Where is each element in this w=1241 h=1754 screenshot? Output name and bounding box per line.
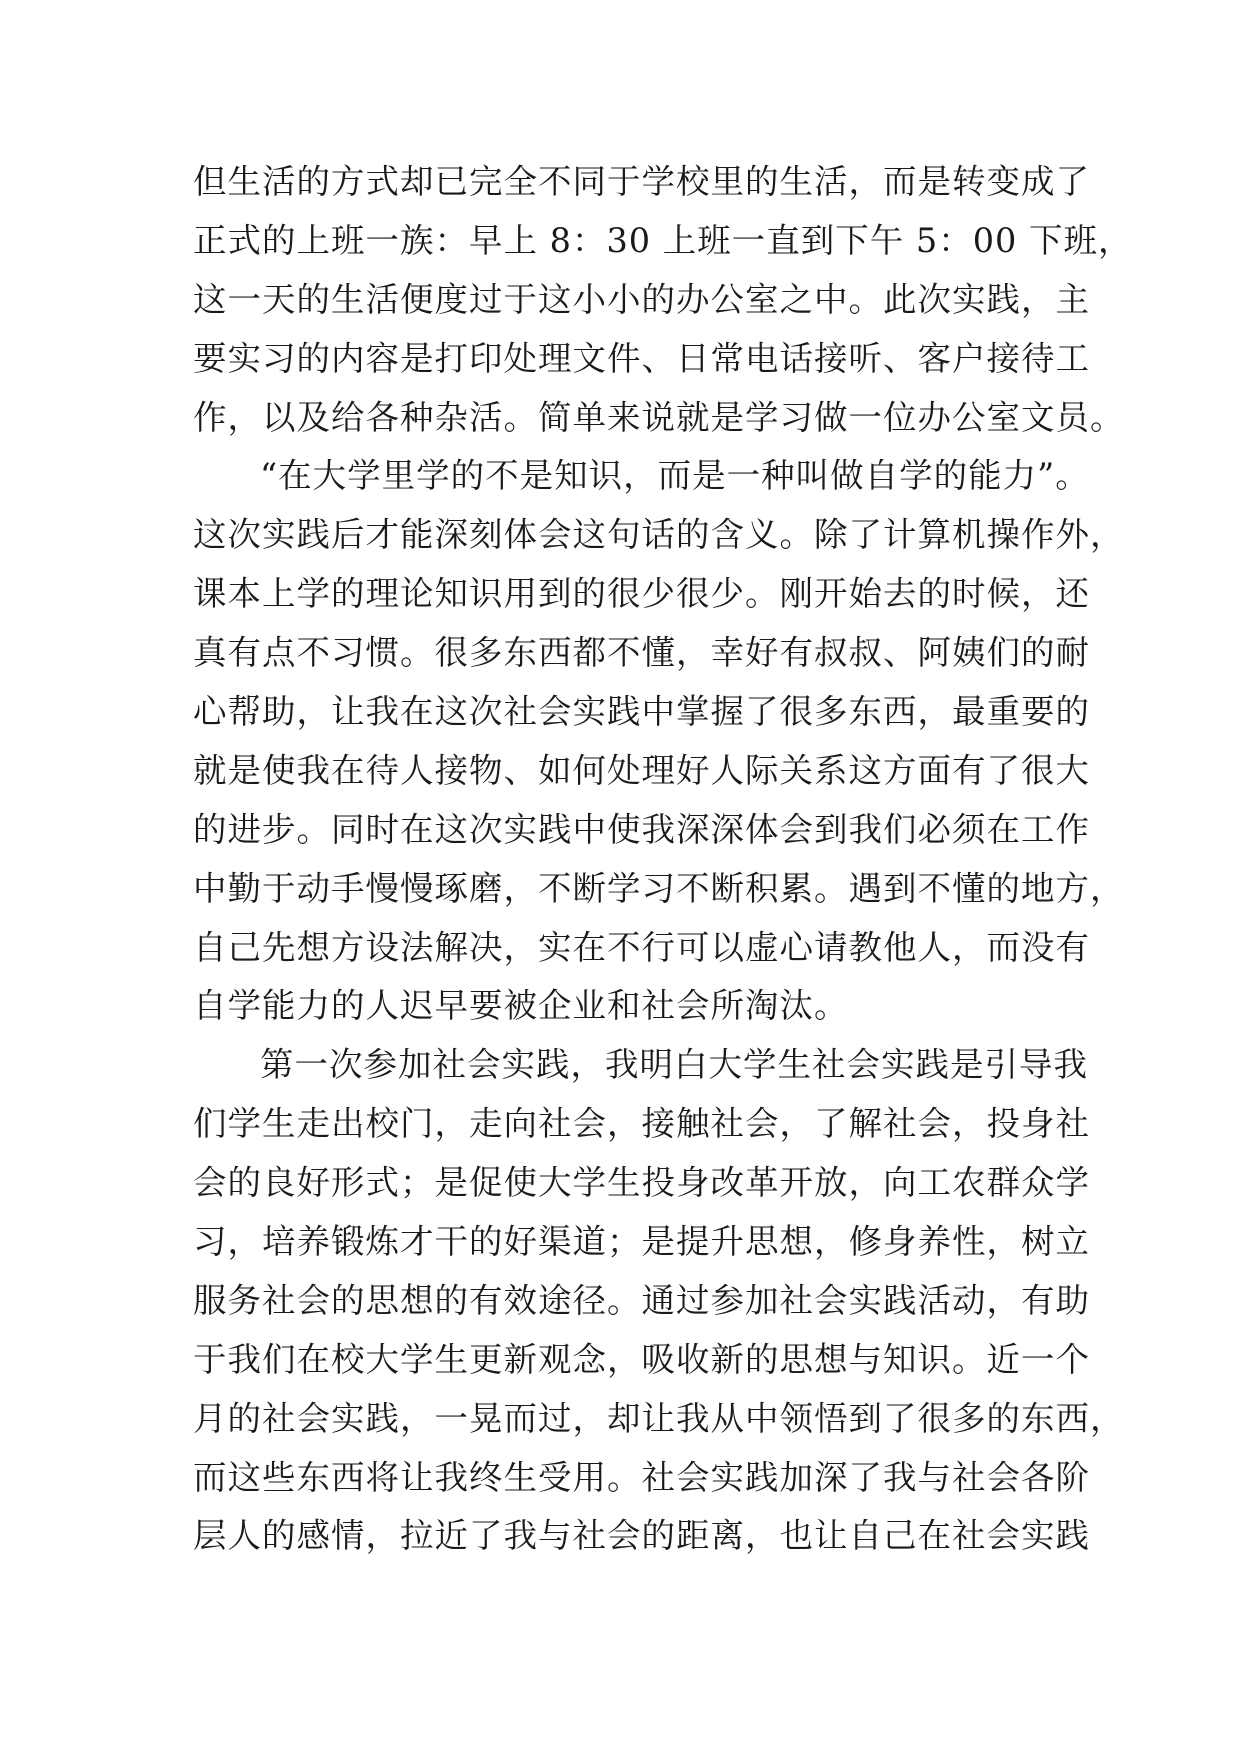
- text-line: 作，以及给各种杂活。简单来说就是学习做一位办公室文员。: [193, 397, 1125, 437]
- document-body: [193, 153, 1133, 1566]
- text-line: 真有点不习惯。很多东西都不懂，幸好有叔叔、阿姨们的耐: [193, 633, 1090, 673]
- text-line: 但生活的方式却已完全不同于学校里的生活，而是转变成了: [193, 162, 1090, 201]
- text-line: 而这些东西将让我终生受用。社会实践加深了我与社会各阶: [193, 1457, 1090, 1497]
- text-line: 的进步。同时在这次实践中使我深深体会到我们必须在工作: [193, 809, 1090, 849]
- text-line: 中勤于动手慢慢琢磨，不断学习不断积累。遇到不懂的地方，: [193, 868, 1125, 908]
- text-line: 这次实践后才能深刻体会这句话的含义。除了计算机操作外，: [193, 515, 1125, 555]
- text-line: 月的社会实践，一晃而过，却让我从中领悟到了很多的东西，: [193, 1398, 1125, 1438]
- text-line: 会的良好形式；是促使大学生投身改革开放，向工农群众学: [193, 1163, 1090, 1203]
- text-line: 正式的上班一族：早上 8：30 上班一直到下午 5：00 下班，: [193, 220, 1133, 260]
- text-line: 这一天的生活便度过于这小小的办公室之中。此次实践，主: [193, 279, 1090, 319]
- text-line: 心帮助，让我在这次社会实践中掌握了很多东西，最重要的: [193, 692, 1090, 732]
- text-line: 自己先想方设法解决，实在不行可以虚心请教他人，而没有: [193, 927, 1090, 967]
- text-line: 们学生走出校门，走向社会，接触社会，了解社会，投身社: [193, 1104, 1090, 1144]
- text-line: 层人的感情，拉近了我与社会的距离，也让自己在社会实践: [193, 1516, 1090, 1556]
- text-line: 第一次参加社会实践，我明白大学生社会实践是引导我: [260, 1045, 1088, 1085]
- text-line: 服务社会的思想的有效途径。通过参加社会实践活动，有助: [193, 1280, 1090, 1320]
- text-line: 自学能力的人迟早要被企业和社会所淘汰。: [193, 986, 849, 1026]
- text-line: “在大学里学的不是知识，而是一种叫做自学的能力”。: [260, 456, 1090, 496]
- text-line: 课本上学的理论知识用到的很少很少。刚开始去的时候，还: [193, 574, 1090, 614]
- text-line: 于我们在校大学生更新观念，吸收新的思想与知识。近一个: [193, 1339, 1090, 1379]
- text-line: 就是使我在待人接物、如何处理好人际关系这方面有了很大: [193, 750, 1090, 790]
- text-line: 习，培养锻炼才干的好渠道；是提升思想，修身养性，树立: [193, 1222, 1090, 1262]
- text-line: 要实习的内容是打印处理文件、日常电话接听、客户接待工: [193, 338, 1090, 378]
